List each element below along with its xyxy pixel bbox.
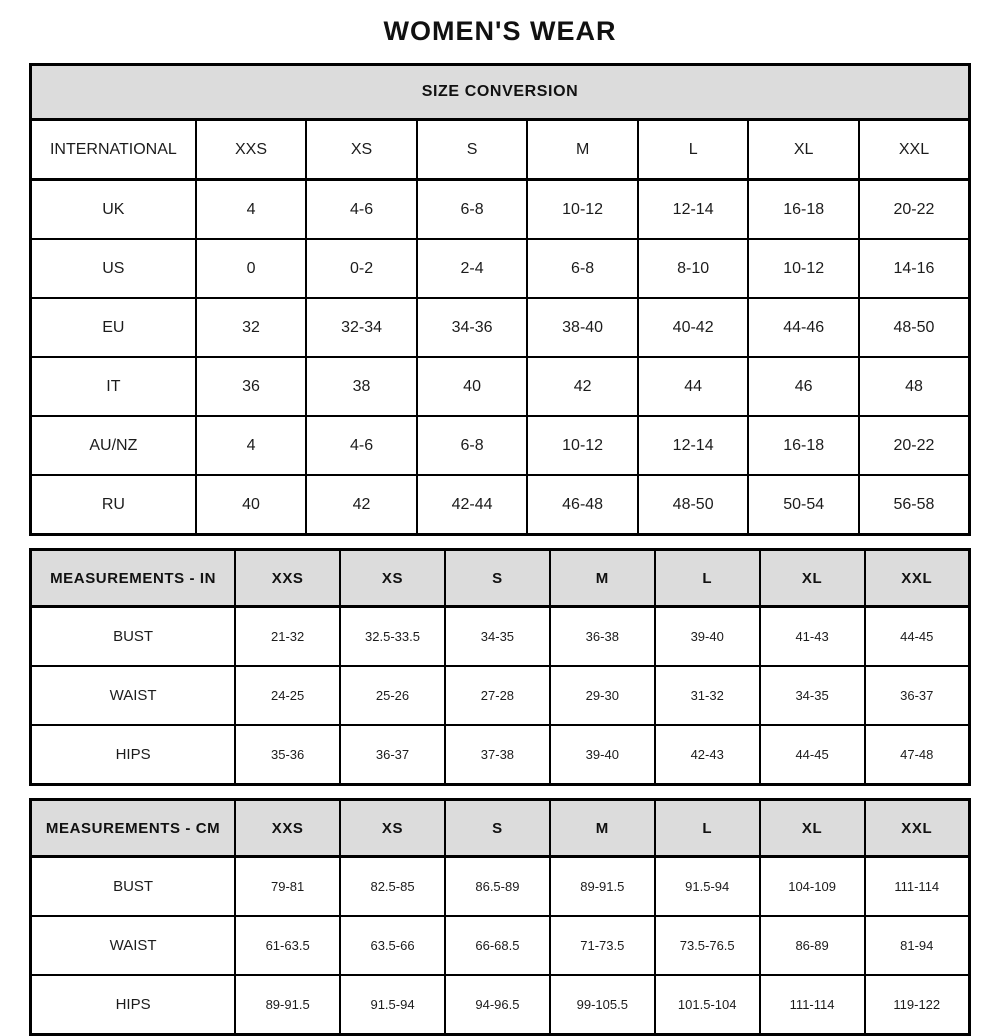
size-header: M xyxy=(550,800,655,857)
table-row xyxy=(31,916,970,975)
size-header: XL xyxy=(760,550,865,607)
size-header: L xyxy=(655,800,760,857)
cell: 6-8 xyxy=(417,416,528,475)
cell: 40 xyxy=(417,357,528,416)
cell: 42 xyxy=(527,357,638,416)
page-title: WOMEN'S WEAR xyxy=(383,16,617,46)
cell: 25-26 xyxy=(340,666,445,725)
measurements-cm-title: MEASUREMENTS - CM xyxy=(31,800,236,857)
row-label-waist: WAIST xyxy=(31,666,236,725)
cell: 16-18 xyxy=(748,416,859,475)
row-label-ru: RU xyxy=(31,475,196,535)
table-row xyxy=(31,475,970,535)
table-row xyxy=(31,180,970,240)
table-row xyxy=(31,607,970,667)
cell: 34-35 xyxy=(445,607,550,667)
measurements-cm-header-row xyxy=(31,800,970,857)
cell: 34-36 xyxy=(417,298,528,357)
cell: 6-8 xyxy=(417,180,528,240)
cell: 39-40 xyxy=(655,607,760,667)
cell: 12-14 xyxy=(638,180,749,240)
row-label-hips: HIPS xyxy=(31,725,236,785)
cell: 42 xyxy=(306,475,417,535)
table-row xyxy=(31,120,970,180)
cell: 42-44 xyxy=(417,475,528,535)
table-row xyxy=(31,975,970,1035)
cell: 104-109 xyxy=(760,857,865,917)
measurements-in-header-row xyxy=(31,550,970,607)
cell: 4 xyxy=(196,180,307,240)
cell: XXS xyxy=(196,120,307,180)
cell: 41-43 xyxy=(760,607,865,667)
cell: 44-46 xyxy=(748,298,859,357)
cell: 24-25 xyxy=(235,666,340,725)
size-header: XL xyxy=(760,800,865,857)
cell: 32 xyxy=(196,298,307,357)
row-label-aunz: AU/NZ xyxy=(31,416,196,475)
cell: 36-37 xyxy=(340,725,445,785)
cell: 36-38 xyxy=(550,607,655,667)
cell: 32.5-33.5 xyxy=(340,607,445,667)
size-header: M xyxy=(550,550,655,607)
size-header: XXL xyxy=(865,550,970,607)
cell: 4-6 xyxy=(306,180,417,240)
table-row xyxy=(31,666,970,725)
size-header: XXS xyxy=(235,800,340,857)
table-row xyxy=(31,416,970,475)
cell: 47-48 xyxy=(865,725,970,785)
cell: 79-81 xyxy=(235,857,340,917)
cell: 4-6 xyxy=(306,416,417,475)
cell: 39-40 xyxy=(550,725,655,785)
cell: 0-2 xyxy=(306,239,417,298)
measurements-cm-table xyxy=(29,798,971,1036)
table-row xyxy=(31,239,970,298)
cell: 35-36 xyxy=(235,725,340,785)
cell: 20-22 xyxy=(859,180,970,240)
cell: 29-30 xyxy=(550,666,655,725)
cell: 99-105.5 xyxy=(550,975,655,1035)
cell: 38 xyxy=(306,357,417,416)
size-header: S xyxy=(445,550,550,607)
cell: 48-50 xyxy=(859,298,970,357)
measurements-in-table xyxy=(29,548,971,786)
row-label-waist: WAIST xyxy=(31,916,236,975)
cell: 82.5-85 xyxy=(340,857,445,917)
cell: L xyxy=(638,120,749,180)
cell: 40 xyxy=(196,475,307,535)
cell: 16-18 xyxy=(748,180,859,240)
cell: 12-14 xyxy=(638,416,749,475)
size-header: XS xyxy=(340,800,445,857)
cell: 44 xyxy=(638,357,749,416)
cell: XS xyxy=(306,120,417,180)
cell: M xyxy=(527,120,638,180)
table-row xyxy=(31,357,970,416)
cell: 56-58 xyxy=(859,475,970,535)
cell: S xyxy=(417,120,528,180)
cell: 8-10 xyxy=(638,239,749,298)
spacer xyxy=(29,786,971,798)
cell: 10-12 xyxy=(748,239,859,298)
row-label-bust: BUST xyxy=(31,607,236,667)
cell: 40-42 xyxy=(638,298,749,357)
cell: 14-16 xyxy=(859,239,970,298)
cell: 4 xyxy=(196,416,307,475)
cell: 89-91.5 xyxy=(550,857,655,917)
cell: 46 xyxy=(748,357,859,416)
cell: 10-12 xyxy=(527,180,638,240)
cell: 44-45 xyxy=(760,725,865,785)
cell: 0 xyxy=(196,239,307,298)
cell: 71-73.5 xyxy=(550,916,655,975)
cell: XXL xyxy=(859,120,970,180)
cell: 91.5-94 xyxy=(655,857,760,917)
row-label-hips: HIPS xyxy=(31,975,236,1035)
cell: 119-122 xyxy=(865,975,970,1035)
cell: 10-12 xyxy=(527,416,638,475)
cell: 48-50 xyxy=(638,475,749,535)
cell: 111-114 xyxy=(760,975,865,1035)
table-row xyxy=(31,298,970,357)
table-row xyxy=(31,857,970,917)
measurements-in-title: MEASUREMENTS - IN xyxy=(31,550,236,607)
size-header: S xyxy=(445,800,550,857)
row-label-us: US xyxy=(31,239,196,298)
cell: 91.5-94 xyxy=(340,975,445,1035)
cell: 63.5-66 xyxy=(340,916,445,975)
cell: 73.5-76.5 xyxy=(655,916,760,975)
row-label-bust: BUST xyxy=(31,857,236,917)
cell: 36 xyxy=(196,357,307,416)
cell: 44-45 xyxy=(865,607,970,667)
size-conversion-header-row xyxy=(31,65,970,120)
cell: 6-8 xyxy=(527,239,638,298)
size-header: XXL xyxy=(865,800,970,857)
cell: 111-114 xyxy=(865,857,970,917)
size-conversion-table xyxy=(29,63,971,536)
cell: 20-22 xyxy=(859,416,970,475)
cell: 34-35 xyxy=(760,666,865,725)
cell: 36-37 xyxy=(865,666,970,725)
cell: 89-91.5 xyxy=(235,975,340,1035)
size-header: XS xyxy=(340,550,445,607)
cell: 21-32 xyxy=(235,607,340,667)
cell: 61-63.5 xyxy=(235,916,340,975)
cell: 94-96.5 xyxy=(445,975,550,1035)
cell: 101.5-104 xyxy=(655,975,760,1035)
table-row xyxy=(31,725,970,785)
cell: XL xyxy=(748,120,859,180)
row-label-uk: UK xyxy=(31,180,196,240)
size-header: L xyxy=(655,550,760,607)
size-header: XXS xyxy=(235,550,340,607)
cell: 42-43 xyxy=(655,725,760,785)
cell: 38-40 xyxy=(527,298,638,357)
cell: 46-48 xyxy=(527,475,638,535)
cell: 2-4 xyxy=(417,239,528,298)
cell: 86.5-89 xyxy=(445,857,550,917)
size-conversion-title: SIZE CONVERSION xyxy=(31,65,970,120)
row-label-eu: EU xyxy=(31,298,196,357)
cell: 81-94 xyxy=(865,916,970,975)
cell: 50-54 xyxy=(748,475,859,535)
cell: 32-34 xyxy=(306,298,417,357)
cell: 37-38 xyxy=(445,725,550,785)
row-label-international: INTERNATIONAL xyxy=(31,120,196,180)
cell: 27-28 xyxy=(445,666,550,725)
spacer xyxy=(29,536,971,548)
cell: 66-68.5 xyxy=(445,916,550,975)
cell: 86-89 xyxy=(760,916,865,975)
cell: 48 xyxy=(859,357,970,416)
cell: 31-32 xyxy=(655,666,760,725)
row-label-it: IT xyxy=(31,357,196,416)
